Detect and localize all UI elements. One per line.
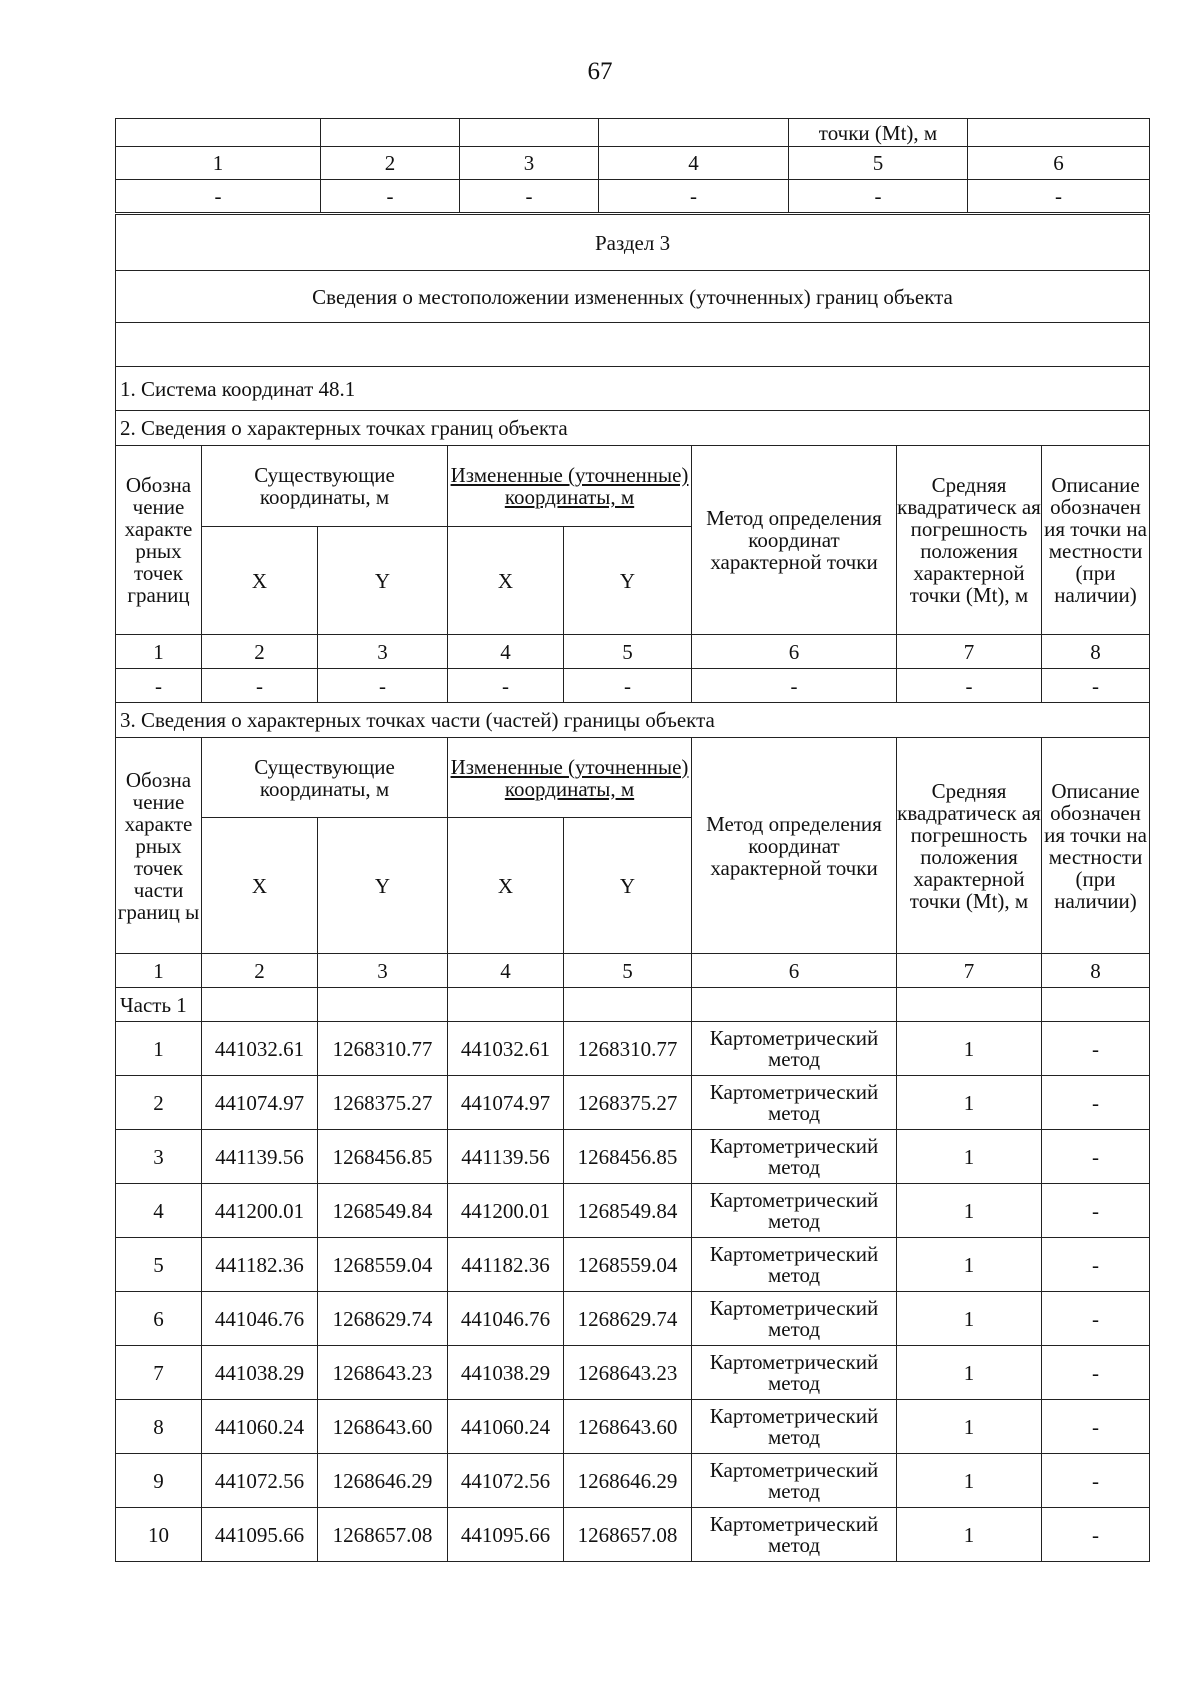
cell-empty xyxy=(897,988,1042,1022)
point-number: 9 xyxy=(116,1454,202,1508)
existing-y: 1268375.27 xyxy=(318,1076,448,1130)
point-description: - xyxy=(1042,1076,1150,1130)
existing-y: 1268657.08 xyxy=(318,1508,448,1562)
section-subtitle: Сведения о местоположении измененных (уточненных) границ объекта xyxy=(116,271,1150,323)
part-label: Часть 1 xyxy=(116,988,202,1022)
cell-empty xyxy=(116,119,321,147)
empty-row xyxy=(116,323,1150,367)
header-y: Y xyxy=(564,527,692,635)
header-x: X xyxy=(202,527,318,635)
point-description: - xyxy=(1042,1292,1150,1346)
existing-x: 441139.56 xyxy=(202,1130,318,1184)
dash-cell: - xyxy=(789,180,968,213)
cell-empty xyxy=(968,119,1150,147)
changed-x: 441038.29 xyxy=(448,1346,564,1400)
table-row xyxy=(116,1346,1150,1400)
column-number: 1 xyxy=(116,954,202,988)
method: Картометрический метод xyxy=(692,1400,897,1454)
dash-cell: - xyxy=(448,669,564,703)
header-changed-coords: Измененные (уточненные) координаты, м xyxy=(448,738,692,818)
table-row xyxy=(116,1076,1150,1130)
column-number: 1 xyxy=(116,635,202,669)
table-row xyxy=(116,1130,1150,1184)
column-number: 6 xyxy=(692,635,897,669)
existing-y: 1268643.23 xyxy=(318,1346,448,1400)
point-number: 8 xyxy=(116,1400,202,1454)
existing-y: 1268310.77 xyxy=(318,1022,448,1076)
existing-x: 441200.01 xyxy=(202,1184,318,1238)
column-number: 5 xyxy=(564,954,692,988)
point-number: 10 xyxy=(116,1508,202,1562)
changed-y: 1268643.23 xyxy=(564,1346,692,1400)
changed-x: 441072.56 xyxy=(448,1454,564,1508)
method: Картометрический метод xyxy=(692,1076,897,1130)
dash-cell: - xyxy=(202,669,318,703)
point-number: 3 xyxy=(116,1130,202,1184)
changed-y: 1268657.08 xyxy=(564,1508,692,1562)
point-description: - xyxy=(1042,1346,1150,1400)
changed-x: 441095.66 xyxy=(448,1508,564,1562)
mean-error: 1 xyxy=(897,1400,1042,1454)
point-description: - xyxy=(1042,1508,1150,1562)
point-description: - xyxy=(1042,1184,1150,1238)
table-row xyxy=(116,1508,1150,1562)
header-description: Описание обозначен ия точки на местности (при наличии) xyxy=(1042,738,1150,954)
column-number: 6 xyxy=(968,147,1150,180)
dash-cell: - xyxy=(1042,669,1150,703)
column-number: 4 xyxy=(599,147,789,180)
method: Картометрический метод xyxy=(692,1292,897,1346)
changed-x: 441182.36 xyxy=(448,1238,564,1292)
column-number: 8 xyxy=(1042,635,1150,669)
header-existing-coords: Существующие координаты, м xyxy=(202,738,448,818)
method: Картометрический метод xyxy=(692,1130,897,1184)
point-description: - xyxy=(1042,1130,1150,1184)
dash-cell: - xyxy=(321,180,460,213)
point-number: 7 xyxy=(116,1346,202,1400)
block-2-title: 2. Сведения о характерных точках границ объекта xyxy=(116,411,1150,446)
column-number: 1 xyxy=(116,147,321,180)
changed-y: 1268646.29 xyxy=(564,1454,692,1508)
column-number: 8 xyxy=(1042,954,1150,988)
header-x: X xyxy=(448,818,564,954)
column-number: 3 xyxy=(318,635,448,669)
cell-empty xyxy=(321,119,460,147)
changed-x: 441032.61 xyxy=(448,1022,564,1076)
existing-x: 441046.76 xyxy=(202,1292,318,1346)
column-number: 3 xyxy=(318,954,448,988)
column-number: 2 xyxy=(202,954,318,988)
mean-error: 1 xyxy=(897,1184,1042,1238)
header-existing-coords: Существующие координаты, м xyxy=(202,446,448,527)
method: Картометрический метод xyxy=(692,1184,897,1238)
block-3-title: 3. Сведения о характерных точках части (частей) границы объекта xyxy=(116,703,1150,738)
column-number: 5 xyxy=(789,147,968,180)
changed-y: 1268629.74 xyxy=(564,1292,692,1346)
header-method: Метод определения координат характерной точки xyxy=(692,446,897,635)
header-y: Y xyxy=(318,818,448,954)
dash-cell: - xyxy=(564,669,692,703)
column-number: 5 xyxy=(564,635,692,669)
changed-y: 1268559.04 xyxy=(564,1238,692,1292)
point-number: 1 xyxy=(116,1022,202,1076)
existing-x: 441074.97 xyxy=(202,1076,318,1130)
changed-y: 1268549.84 xyxy=(564,1184,692,1238)
dash-cell: - xyxy=(692,669,897,703)
header-error: Средняя квадратическ ая погрешность положения характерной точки (Mt), м xyxy=(897,446,1042,635)
page-number: 67 xyxy=(587,58,613,85)
existing-x: 441095.66 xyxy=(202,1508,318,1562)
cell-empty xyxy=(1042,988,1150,1022)
changed-y: 1268456.85 xyxy=(564,1130,692,1184)
column-number: 6 xyxy=(692,954,897,988)
method: Картометрический метод xyxy=(692,1454,897,1508)
header-y: Y xyxy=(318,527,448,635)
column-number: 4 xyxy=(448,954,564,988)
mean-error: 1 xyxy=(897,1454,1042,1508)
mean-error: 1 xyxy=(897,1346,1042,1400)
cell-empty xyxy=(448,988,564,1022)
table-row xyxy=(116,1454,1150,1508)
dash-cell: - xyxy=(897,669,1042,703)
dash-cell: - xyxy=(318,669,448,703)
existing-x: 441182.36 xyxy=(202,1238,318,1292)
dash-cell: - xyxy=(116,180,321,213)
cell-empty xyxy=(599,119,789,147)
mean-error: 1 xyxy=(897,1292,1042,1346)
existing-y: 1268629.74 xyxy=(318,1292,448,1346)
cell-empty xyxy=(460,119,599,147)
changed-x: 441060.24 xyxy=(448,1400,564,1454)
mean-error: 1 xyxy=(897,1076,1042,1130)
coordinate-system: 1. Система координат 48.1 xyxy=(116,367,1150,411)
changed-y: 1268375.27 xyxy=(564,1076,692,1130)
column-number: 7 xyxy=(897,954,1042,988)
point-description: - xyxy=(1042,1238,1150,1292)
existing-x: 441072.56 xyxy=(202,1454,318,1508)
changed-x: 441139.56 xyxy=(448,1130,564,1184)
column-number: 3 xyxy=(460,147,599,180)
point-number: 5 xyxy=(116,1238,202,1292)
header-error: Средняя квадратическ ая погрешность положения характерной точки (Mt), м xyxy=(897,738,1042,954)
point-description: - xyxy=(1042,1400,1150,1454)
cell-empty xyxy=(202,988,318,1022)
changed-x: 441046.76 xyxy=(448,1292,564,1346)
existing-x: 441038.29 xyxy=(202,1346,318,1400)
method: Картометрический метод xyxy=(692,1508,897,1562)
existing-y: 1268456.85 xyxy=(318,1130,448,1184)
changed-x: 441074.97 xyxy=(448,1076,564,1130)
existing-y: 1268646.29 xyxy=(318,1454,448,1508)
section-3-table xyxy=(115,214,1150,1562)
mean-error: 1 xyxy=(897,1130,1042,1184)
dash-cell: - xyxy=(460,180,599,213)
cell-empty xyxy=(564,988,692,1022)
existing-x: 441060.24 xyxy=(202,1400,318,1454)
header-method: Метод определения координат характерной точки xyxy=(692,738,897,954)
column-number: 2 xyxy=(202,635,318,669)
point-number: 2 xyxy=(116,1076,202,1130)
header-x: X xyxy=(202,818,318,954)
column-number: 2 xyxy=(321,147,460,180)
mean-error: 1 xyxy=(897,1508,1042,1562)
existing-y: 1268559.04 xyxy=(318,1238,448,1292)
mean-error: 1 xyxy=(897,1238,1042,1292)
header-x: X xyxy=(448,527,564,635)
changed-x: 441200.01 xyxy=(448,1184,564,1238)
existing-y: 1268643.60 xyxy=(318,1400,448,1454)
changed-y: 1268643.60 xyxy=(564,1400,692,1454)
column-number: 4 xyxy=(448,635,564,669)
point-description: - xyxy=(1042,1454,1150,1508)
table-row xyxy=(116,1022,1150,1076)
method: Картометрический метод xyxy=(692,1346,897,1400)
dash-cell: - xyxy=(968,180,1150,213)
method: Картометрический метод xyxy=(692,1238,897,1292)
method: Картометрический метод xyxy=(692,1022,897,1076)
header-designation: Обозна чение характе рных точек части границ ы xyxy=(116,738,202,954)
point-description: - xyxy=(1042,1022,1150,1076)
cell-empty xyxy=(318,988,448,1022)
header-fragment: точки (Mt), м xyxy=(789,119,968,147)
cell-empty xyxy=(692,988,897,1022)
previous-table-continuation xyxy=(115,118,1150,213)
point-number: 4 xyxy=(116,1184,202,1238)
table-row xyxy=(116,1238,1150,1292)
changed-y: 1268310.77 xyxy=(564,1022,692,1076)
header-changed-coords: Измененные (уточненные) координаты, м xyxy=(448,446,692,527)
column-number: 7 xyxy=(897,635,1042,669)
section-title: Раздел 3 xyxy=(116,215,1150,271)
mean-error: 1 xyxy=(897,1022,1042,1076)
header-y: Y xyxy=(564,818,692,954)
existing-y: 1268549.84 xyxy=(318,1184,448,1238)
header-description: Описание обозначен ия точки на местности (при наличии) xyxy=(1042,446,1150,635)
point-number: 6 xyxy=(116,1292,202,1346)
header-designation: Обозна чение характе рных точек границ xyxy=(116,446,202,635)
table-row xyxy=(116,1400,1150,1454)
existing-x: 441032.61 xyxy=(202,1022,318,1076)
table-row xyxy=(116,1184,1150,1238)
dash-cell: - xyxy=(599,180,789,213)
table-row xyxy=(116,1292,1150,1346)
dash-cell: - xyxy=(116,669,202,703)
